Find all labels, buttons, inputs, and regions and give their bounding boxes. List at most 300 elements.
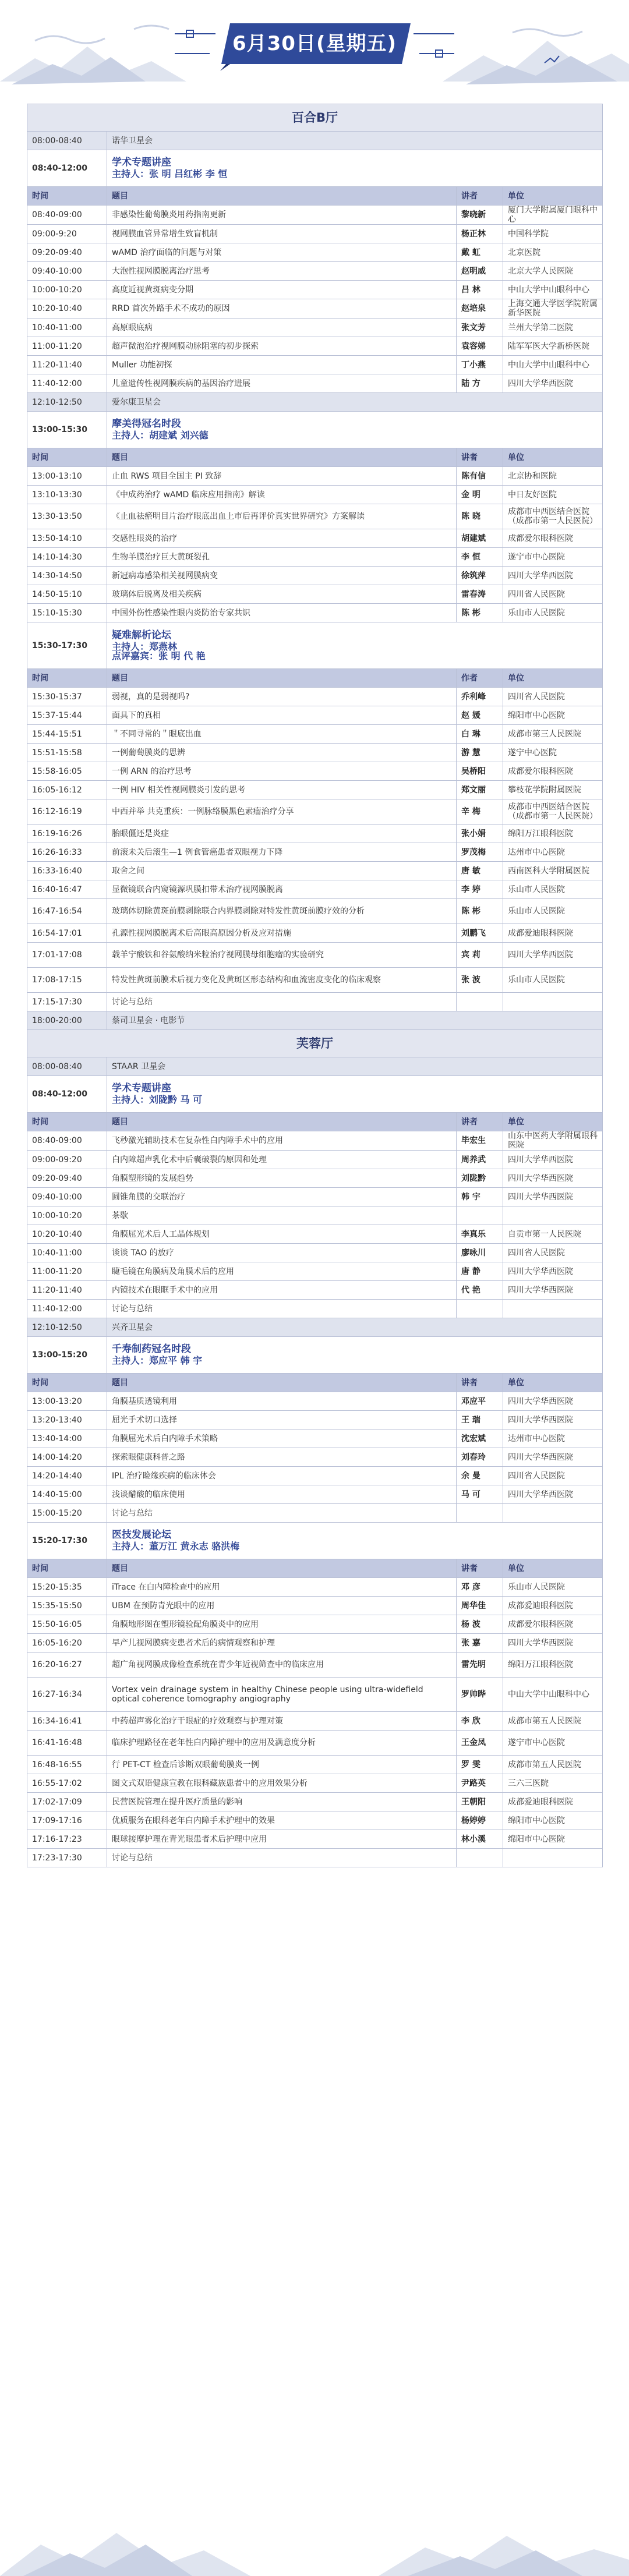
row-unit: 成都市第五人民医院 — [503, 1756, 603, 1774]
satellite-band — [27, 132, 603, 150]
row-time: 17:02-17:09 — [27, 1793, 107, 1811]
table-row — [27, 567, 603, 585]
row-title: 高度近视黄斑病变分期 — [107, 281, 457, 299]
table-row — [27, 467, 603, 486]
row-title: 显微镜联合内窥镜源巩膜扣带术治疗视网膜脱离 — [107, 880, 457, 899]
row-speaker: 刘陇黔 — [457, 1169, 503, 1188]
table-row — [27, 924, 603, 943]
column-header-row — [27, 1113, 603, 1131]
row-unit — [503, 1300, 603, 1318]
row-time: 15:51-15:58 — [27, 744, 107, 762]
session-title: 千寿制药冠名时段 — [112, 1343, 191, 1355]
row-time: 09:40-10:00 — [27, 262, 107, 281]
row-unit: 绵阳市中心医院 — [503, 1830, 603, 1849]
row-unit: 中山大学中山眼科中心 — [503, 1678, 603, 1712]
table-row — [27, 799, 603, 825]
band-text: 诺华卫星会 — [107, 132, 603, 150]
row-title: 交感性眼炎的治疗 — [107, 529, 457, 548]
row-speaker: 杨 波 — [457, 1615, 503, 1634]
row-time: 08:40-09:00 — [27, 206, 107, 225]
table-row — [27, 337, 603, 356]
row-unit: 北京大学人民医院 — [503, 262, 603, 281]
table-row — [27, 1300, 603, 1318]
row-time: 14:50-15:10 — [27, 585, 107, 604]
row-unit: 攀枝花学院附属医院 — [503, 781, 603, 799]
row-unit: 陆军军医大学新桥医院 — [503, 337, 603, 356]
row-title: 内镜技术在眼眶手术中的应用 — [107, 1281, 457, 1300]
table-row — [27, 1793, 603, 1811]
table-row — [27, 585, 603, 604]
row-time: 17:16-17:23 — [27, 1830, 107, 1849]
row-speaker: 赵明威 — [457, 262, 503, 281]
row-unit: 绵阳万江眼科医院 — [503, 1653, 603, 1678]
table-row — [27, 1467, 603, 1485]
column-header: 讲者 — [457, 448, 503, 467]
row-title: 民营医院管理在提升医疗质量的影响 — [107, 1793, 457, 1811]
table-row — [27, 1429, 603, 1448]
row-time: 17:15-17:30 — [27, 993, 107, 1011]
row-title: 临床护理路径在老年性白内障护理中的应用及满意度分析 — [107, 1731, 457, 1756]
row-speaker — [457, 1504, 503, 1523]
table-row — [27, 1448, 603, 1467]
row-title: wAMD 治疗面临的问题与对策 — [107, 243, 457, 262]
row-speaker: 陈 晓 — [457, 504, 503, 529]
row-speaker: 陈 彬 — [457, 604, 503, 622]
row-title: 前滚未关后滚生—1 例食管癌患者双眼视力下降 — [107, 843, 457, 862]
row-time: 10:20-10:40 — [27, 299, 107, 319]
session-header — [27, 1076, 603, 1113]
hall-name: 芙蓉厅 — [27, 1030, 603, 1057]
row-speaker: 邓应平 — [457, 1392, 503, 1411]
row-title: 载羊宁酸铁和谷氨酸纳米粒治疗视网膜母细胞瘤的实验研究 — [107, 943, 457, 968]
row-unit: 绵阳市中心医院 — [503, 706, 603, 725]
table-row — [27, 504, 603, 529]
row-title: RRD 首次外路手术不成功的原因 — [107, 299, 457, 319]
row-time: 16:05-16:12 — [27, 781, 107, 799]
column-header: 时间 — [27, 1113, 107, 1131]
row-time: 14:30-14:50 — [27, 567, 107, 585]
session-title: 医技发展论坛 — [112, 1529, 171, 1541]
row-speaker: 乔利峰 — [457, 688, 503, 706]
row-unit: 成都爱迪眼科医院 — [503, 924, 603, 943]
row-speaker: 黎晓新 — [457, 206, 503, 225]
row-speaker: 王朝阳 — [457, 1793, 503, 1811]
row-time: 15:10-15:30 — [27, 604, 107, 622]
row-speaker: 徐筑萍 — [457, 567, 503, 585]
table-row — [27, 1262, 603, 1281]
row-unit: 四川大学华西医院 — [503, 1188, 603, 1206]
session-time: 13:00-15:20 — [27, 1337, 107, 1374]
row-unit: 四川大学华西医院 — [503, 1634, 603, 1653]
row-time: 16:26-16:33 — [27, 843, 107, 862]
session-time: 08:40-12:00 — [27, 150, 107, 187]
session-header — [27, 412, 603, 448]
row-unit: 成都爱尔眼科医院 — [503, 529, 603, 548]
row-speaker: 唐 敏 — [457, 862, 503, 880]
row-time: 15:50-16:05 — [27, 1615, 107, 1634]
table-row — [27, 1225, 603, 1244]
row-speaker: 赵培泉 — [457, 299, 503, 319]
row-unit: 上海交通大学医学院附属新华医院 — [503, 299, 603, 319]
row-time: 15:00-15:20 — [27, 1504, 107, 1523]
table-row — [27, 281, 603, 299]
table-row — [27, 725, 603, 744]
row-unit: 遂宁市中心医院 — [503, 548, 603, 567]
session-info — [107, 1337, 603, 1374]
row-title: 生物羊膜治疗巨大黄斑裂孔 — [107, 548, 457, 567]
table-row — [27, 1188, 603, 1206]
satellite-band — [27, 393, 603, 412]
table-row — [27, 744, 603, 762]
table-row — [27, 1634, 603, 1653]
date-title: 6月30日(星期五) — [232, 32, 397, 55]
row-title: UBM 在预防青光眼中的应用 — [107, 1597, 457, 1615]
row-time: 09:20-09:40 — [27, 1169, 107, 1188]
row-time: 16:05-16:20 — [27, 1634, 107, 1653]
table-row — [27, 1830, 603, 1849]
band-time: 12:10-12:50 — [27, 393, 107, 412]
row-unit: 厦门大学附属厦门眼科中心 — [503, 206, 603, 225]
row-time: 16:27-16:34 — [27, 1678, 107, 1712]
row-unit: 成都爱迪眼科医院 — [503, 1597, 603, 1615]
column-header: 时间 — [27, 669, 107, 688]
row-speaker — [457, 1206, 503, 1225]
row-time: 13:40-14:00 — [27, 1429, 107, 1448]
schedule-table — [27, 104, 603, 1867]
column-header: 讲者 — [457, 1374, 503, 1392]
row-title: 特发性黄斑前膜术后视力变化及黄斑区形态结构和血流密度变化的临床观察 — [107, 968, 457, 993]
row-speaker: 代 艳 — [457, 1281, 503, 1300]
row-unit: 绵阳万江眼科医院 — [503, 825, 603, 843]
session-info — [107, 1523, 603, 1559]
row-unit: 成都市中西医结合医院（成都市第一人民医院） — [503, 504, 603, 529]
session-reviewer: 点评嘉宾：张 明 代 艳 — [112, 650, 206, 661]
row-speaker: 胡建斌 — [457, 529, 503, 548]
row-speaker: 雷先明 — [457, 1653, 503, 1678]
column-header: 作者 — [457, 669, 503, 688]
row-speaker: 张小娟 — [457, 825, 503, 843]
row-speaker: 唐 静 — [457, 1262, 503, 1281]
row-unit: 三六三医院 — [503, 1774, 603, 1793]
row-title: 讨论与总结 — [107, 1300, 457, 1318]
table-row — [27, 862, 603, 880]
row-speaker: 杨婷婷 — [457, 1811, 503, 1830]
hall-name: 百合B厅 — [27, 104, 603, 132]
row-title: 大泡性视网膜脱离治疗思考 — [107, 262, 457, 281]
row-speaker: 韩 宇 — [457, 1188, 503, 1206]
table-row — [27, 1485, 603, 1504]
row-title: 角膜基质透镜利用 — [107, 1392, 457, 1411]
row-time: 17:23-17:30 — [27, 1849, 107, 1867]
row-time: 16:55-17:02 — [27, 1774, 107, 1793]
table-row — [27, 1578, 603, 1597]
row-unit: 四川省人民医院 — [503, 688, 603, 706]
row-title: Vortex vein drainage system in healthy Chinese people using ultra-widefield optical coherence tomography angiography — [107, 1678, 457, 1712]
row-time: 13:50-14:10 — [27, 529, 107, 548]
table-row — [27, 968, 603, 993]
row-speaker: 白 琳 — [457, 725, 503, 744]
row-unit: 山东中医药大学附属眼科医院 — [503, 1131, 603, 1151]
session-host: 主持人：郑燕林 — [112, 641, 178, 652]
row-title: 茶歇 — [107, 1206, 457, 1225]
row-speaker: 陈有信 — [457, 467, 503, 486]
row-speaker: 罗茂梅 — [457, 843, 503, 862]
row-title: 中药超声雾化治疗干眼症的疗效观察与护理对策 — [107, 1712, 457, 1731]
row-speaker: 李 欣 — [457, 1712, 503, 1731]
table-row — [27, 1756, 603, 1774]
session-time: 15:20-17:30 — [27, 1523, 107, 1559]
row-title: 角膜地形图在塑形镜验配角膜炎中的应用 — [107, 1615, 457, 1634]
table-row — [27, 1731, 603, 1756]
row-time: 09:20-09:40 — [27, 243, 107, 262]
row-title: 《止血祛瘀明目片治疗眼底出血上市后再评价真实世界研究》方案解读 — [107, 504, 457, 529]
row-time: 11:00-11:20 — [27, 337, 107, 356]
row-title: 取舍之间 — [107, 862, 457, 880]
row-unit: 四川大学华西医院 — [503, 1485, 603, 1504]
session-info — [107, 150, 603, 187]
row-time: 16:40-16:47 — [27, 880, 107, 899]
row-title: 行 PET-CT 检查后诊断双眼葡萄膜炎一例 — [107, 1756, 457, 1774]
session-info — [107, 622, 603, 669]
row-time: 14:40-15:00 — [27, 1485, 107, 1504]
row-speaker: 游 慧 — [457, 744, 503, 762]
row-unit: 西南医科大学附属医院 — [503, 862, 603, 880]
row-title: Muller 功能初探 — [107, 356, 457, 374]
row-title: 探索眼健康科普之路 — [107, 1448, 457, 1467]
row-unit — [503, 993, 603, 1011]
column-header: 讲者 — [457, 1113, 503, 1131]
row-title: 《中成药治疗 wAMD 临床应用指南》解读 — [107, 486, 457, 504]
row-time: 09:00-09:20 — [27, 1151, 107, 1169]
band-time: 12:10-12:50 — [27, 1318, 107, 1337]
row-unit — [503, 1206, 603, 1225]
row-title: 中西并举 共克重疾：一例脉络膜黑色素瘤治疗分享 — [107, 799, 457, 825]
table-row — [27, 486, 603, 504]
row-title: 面具下的真相 — [107, 706, 457, 725]
row-title: 讨论与总结 — [107, 1849, 457, 1867]
table-row — [27, 1504, 603, 1523]
session-time: 13:00-15:30 — [27, 412, 107, 448]
table-row — [27, 1597, 603, 1615]
row-time: 10:40-11:00 — [27, 1244, 107, 1262]
row-title: 浅谈醋酸的临床使用 — [107, 1485, 457, 1504]
table-row — [27, 943, 603, 968]
column-header: 题目 — [107, 187, 457, 206]
column-header: 题目 — [107, 1374, 457, 1392]
row-speaker: 张文芳 — [457, 319, 503, 337]
band-text: 蔡司卫星会 · 电影节 — [107, 1011, 603, 1030]
table-row — [27, 225, 603, 243]
row-time: 11:40-12:00 — [27, 374, 107, 393]
row-title: iTrace 在白内障检查中的应用 — [107, 1578, 457, 1597]
row-time: 16:33-16:40 — [27, 862, 107, 880]
band-text: 兴齐卫星会 — [107, 1318, 603, 1337]
table-row — [27, 1849, 603, 1867]
row-unit: 成都市中西医结合医院（成都市第一人民医院） — [503, 799, 603, 825]
column-header: 时间 — [27, 1559, 107, 1578]
row-time: 13:10-13:30 — [27, 486, 107, 504]
row-unit: 四川大学华西医院 — [503, 1281, 603, 1300]
row-title: 中国外伤性感染性眼内炎防治专家共识 — [107, 604, 457, 622]
row-speaker: 沈宏斌 — [457, 1429, 503, 1448]
row-time: 11:00-11:20 — [27, 1262, 107, 1281]
row-time: 15:44-15:51 — [27, 725, 107, 744]
row-time: 13:00-13:10 — [27, 467, 107, 486]
table-row — [27, 1244, 603, 1262]
row-title: ＂不同寻常的＂眼底出血 — [107, 725, 457, 744]
row-time: 10:00-10:20 — [27, 281, 107, 299]
row-speaker: 王 瑞 — [457, 1411, 503, 1429]
row-time: 16:41-16:48 — [27, 1731, 107, 1756]
row-time: 15:20-15:35 — [27, 1578, 107, 1597]
row-title: 圆锥角膜的交联治疗 — [107, 1188, 457, 1206]
table-row — [27, 374, 603, 393]
row-speaker: 辛 梅 — [457, 799, 503, 825]
table-row — [27, 1281, 603, 1300]
row-time: 16:12-16:19 — [27, 799, 107, 825]
row-speaker: 宾 莉 — [457, 943, 503, 968]
column-header: 题目 — [107, 669, 457, 688]
row-speaker: 王金凤 — [457, 1731, 503, 1756]
column-header: 单位 — [503, 669, 603, 688]
band-time: 08:00-08:40 — [27, 1057, 107, 1076]
column-header: 题目 — [107, 448, 457, 467]
row-title: 图文式双语健康宣教在眼科藏族患者中的应用效果分析 — [107, 1774, 457, 1793]
row-time: 13:20-13:40 — [27, 1411, 107, 1429]
row-unit: 中国科学院 — [503, 225, 603, 243]
row-unit: 达州市中心医院 — [503, 843, 603, 862]
row-speaker: 周华佳 — [457, 1597, 503, 1615]
session-title: 疑难解析论坛 — [112, 629, 171, 641]
column-header-row — [27, 1374, 603, 1392]
footer-decoration — [0, 2504, 629, 2576]
table-row — [27, 1712, 603, 1731]
table-row — [27, 688, 603, 706]
row-unit: 四川大学华西医院 — [503, 374, 603, 393]
row-time: 10:20-10:40 — [27, 1225, 107, 1244]
row-unit: 中日友好医院 — [503, 486, 603, 504]
band-text: STAAR 卫星会 — [107, 1057, 603, 1076]
row-time: 16:34-16:41 — [27, 1712, 107, 1731]
session-host: 主持人：张 明 吕红彬 李 恒 — [112, 168, 228, 179]
row-unit: 四川大学华西医院 — [503, 1262, 603, 1281]
column-header-row — [27, 669, 603, 688]
row-time: 14:20-14:40 — [27, 1467, 107, 1485]
row-title: 睫毛镜在角膜病及角膜术后的应用 — [107, 1262, 457, 1281]
row-unit: 中山大学中山眼科中心 — [503, 281, 603, 299]
row-title: 弱视，真的是弱视吗? — [107, 688, 457, 706]
row-unit: 遂宁市中心医院 — [503, 1731, 603, 1756]
row-title: 高原眼底病 — [107, 319, 457, 337]
row-unit: 四川省人民医院 — [503, 585, 603, 604]
row-time: 10:00-10:20 — [27, 1206, 107, 1225]
row-title: 一例 HIV 相关性视网膜炎引发的思考 — [107, 781, 457, 799]
column-header-row — [27, 1559, 603, 1578]
row-time: 16:54-17:01 — [27, 924, 107, 943]
row-time: 10:40-11:00 — [27, 319, 107, 337]
row-unit: 乐山市人民医院 — [503, 1578, 603, 1597]
table-row — [27, 1411, 603, 1429]
date-banner — [221, 23, 408, 64]
row-unit: 兰州大学第二医院 — [503, 319, 603, 337]
header — [0, 0, 629, 93]
row-title: 玻璃体切除黄斑前膜剥除联合内界膜剥除对特发性黄斑前膜疗效的分析 — [107, 899, 457, 924]
row-speaker: 李 婷 — [457, 880, 503, 899]
row-unit: 成都爱尔眼科医院 — [503, 1615, 603, 1634]
row-time: 11:20-11:40 — [27, 356, 107, 374]
row-speaker: 毕宏生 — [457, 1131, 503, 1151]
row-unit: 达州市中心医院 — [503, 1429, 603, 1448]
table-row — [27, 762, 603, 781]
row-speaker — [457, 1849, 503, 1867]
table-row — [27, 706, 603, 725]
row-title: 玻璃体后脱离及相关疾病 — [107, 585, 457, 604]
session-header — [27, 1523, 603, 1559]
session-title: 学术专题讲座 — [112, 1082, 171, 1094]
row-title: 超声微泡治疗视网膜动脉阻塞的初步探索 — [107, 337, 457, 356]
row-title: 新冠病毒感染相关视网膜病变 — [107, 567, 457, 585]
row-title: 非感染性葡萄膜炎用药指南更新 — [107, 206, 457, 225]
row-unit: 自贡市第一人民医院 — [503, 1225, 603, 1244]
row-speaker: 马 可 — [457, 1485, 503, 1504]
satellite-band — [27, 1011, 603, 1030]
row-speaker: 陈 彬 — [457, 899, 503, 924]
row-time: 16:47-16:54 — [27, 899, 107, 924]
row-speaker: 罗 雯 — [457, 1756, 503, 1774]
row-unit: 乐山市人民医院 — [503, 880, 603, 899]
row-speaker — [457, 1300, 503, 1318]
column-header: 时间 — [27, 187, 107, 206]
row-time: 17:09-17:16 — [27, 1811, 107, 1830]
row-speaker: 杨正林 — [457, 225, 503, 243]
row-time: 16:20-16:27 — [27, 1653, 107, 1678]
column-header: 讲者 — [457, 1559, 503, 1578]
row-title: 优质服务在眼科老年白内障手术护理中的效果 — [107, 1811, 457, 1830]
row-speaker: 张 嘉 — [457, 1634, 503, 1653]
row-speaker: 李真乐 — [457, 1225, 503, 1244]
band-text: 爱尔康卫星会 — [107, 393, 603, 412]
row-unit — [503, 1504, 603, 1523]
column-header: 时间 — [27, 1374, 107, 1392]
row-title: 飞秒激光辅助技术在复杂性白内障手术中的应用 — [107, 1131, 457, 1151]
table-row — [27, 1392, 603, 1411]
table-row — [27, 993, 603, 1011]
row-title: 超广角视网膜成像检查系统在青少年近视筛查中的临床应用 — [107, 1653, 457, 1678]
row-unit: 四川大学华西医院 — [503, 1448, 603, 1467]
table-row — [27, 1169, 603, 1188]
row-title: IPL 治疗睑缘疾病的临床体会 — [107, 1467, 457, 1485]
row-title: 孔源性视网膜脱离术后高眼高原因分析及应对措施 — [107, 924, 457, 943]
session-title: 学术专题讲座 — [112, 157, 171, 168]
table-row — [27, 604, 603, 622]
row-speaker: 陆 方 — [457, 374, 503, 393]
table-row — [27, 781, 603, 799]
row-speaker: 罗帅晔 — [457, 1678, 503, 1712]
row-speaker: 张 波 — [457, 968, 503, 993]
row-speaker: 郑文丽 — [457, 781, 503, 799]
row-time: 15:37-15:44 — [27, 706, 107, 725]
table-row — [27, 1653, 603, 1678]
row-time: 09:40-10:00 — [27, 1188, 107, 1206]
session-header — [27, 622, 603, 669]
row-time: 17:08-17:15 — [27, 968, 107, 993]
row-title: 讨论与总结 — [107, 1504, 457, 1523]
column-header: 题目 — [107, 1559, 457, 1578]
row-unit: 四川大学华西医院 — [503, 567, 603, 585]
column-header: 单位 — [503, 187, 603, 206]
row-time: 09:00-9:20 — [27, 225, 107, 243]
row-title: 眼球接摩护理在青光眼患者术后护理中应用 — [107, 1830, 457, 1849]
